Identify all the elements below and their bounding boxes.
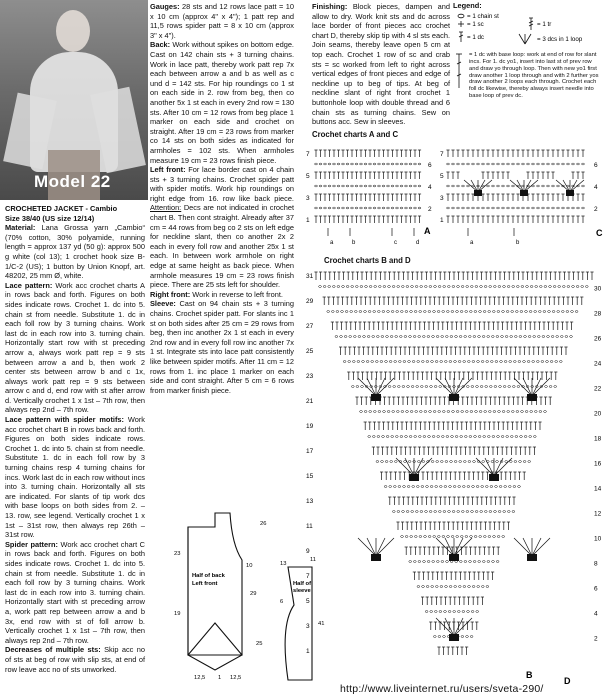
decreases-heading: Decreases of multiple sts: (5, 645, 101, 655)
legend (453, 2, 603, 122)
spider-leg (376, 378, 394, 396)
chart-b-row-num: 24 (594, 360, 602, 368)
chart-b-row-num: 7 (306, 573, 310, 580)
sleeve-text: Cast on 94 chain sts + 3 turning chains. Crochet spider patt. For slants inc 1 st on both sides after 25 cm = 29 rows from beg, then inc another 2x 1 st each in every 2nd row and in every foll row inc another 7x 1 st. Integrate sts into lace patt consistently like between spider motifs. After 11 cm = 12 rows from 1. inc place 1 marker on each side and cont straight. After 5 cm = 6 rows from marker finish piece. (150, 299, 294, 395)
spider-text: Work acc crochet chart C in rows back and forth. Figures on both sides indicate rows. Crochet 1. dc into 5. chain st from needle. Substitute 1. dc in each foll row by 3 turning chains. Work last dc in each row into 3. turning chain. Horizontally start with st preceding arrow a, work patt rep between arrow a and b 3x, end row with st of foll arrow b. Vertically crochet 1 x 1st – 7th row, then always rep 2nd – 7th row. (5, 539, 146, 645)
spider-leg (514, 538, 532, 556)
dimension-label: 29 (250, 591, 257, 597)
dimension-label: 25 (256, 641, 263, 647)
spider-heading: Spider pattern: (5, 539, 58, 549)
dimension-label: 23 (174, 551, 181, 557)
spider-leg (532, 538, 541, 556)
attention-text: Decs are not indicated in crochet chart B. Then cont straight. Already after 37 cm = 44 rows from beg co 2 sts on left edge for neckline slant, then co another 2x 2 each in every foll row and another 25x 1 st each. In between work armhole on right edge at same height as back piece. When armhole measures 19 cm = 23 rows finish piece. There are 25 sts left for shoulder. (150, 203, 294, 290)
spider-body (527, 554, 537, 561)
chart-a-row-num: 2 (428, 206, 432, 213)
back-label-2: Left front (192, 581, 218, 587)
material-heading: Material: (5, 223, 36, 233)
chart-b-row-num: 12 (594, 510, 602, 518)
chain-st-icon (458, 14, 464, 18)
spider-body (409, 474, 419, 481)
spider-body (449, 554, 459, 561)
dimension-label: 41 (318, 621, 325, 627)
legend-item-tr: = 1 tr (537, 20, 552, 28)
base-loop-icon (453, 52, 465, 92)
chart-a-row-num: 5 (306, 173, 310, 180)
chart-c-row-num: 7 (440, 151, 444, 158)
legend-title: Legend: (453, 1, 482, 10)
right-front-text: Work in reverse to left front. (192, 289, 283, 299)
chart-a-row-num: 1 (306, 217, 310, 224)
left-front-text: For lace border cast on 4 chain sts + 3 turning chains. Crochet spider patt with spider motifs. Work hip roundings on right edge from 16. row like back piece. (150, 165, 294, 203)
dimension-label: 6 (280, 599, 284, 605)
chart-b-row-num: 3 (306, 623, 310, 630)
model-label: Model 22 (34, 172, 111, 191)
chart-c-row-num: 3 (440, 195, 444, 202)
chart-b-row-num: 17 (306, 448, 314, 455)
dimension-label: 12,5 (230, 675, 242, 681)
chart-b (306, 272, 602, 655)
legend-base-loop: = 1 dc with base loop: work at end of row for slant incs. For 1. dc yo1, insert into last st of prev row and draw yo through loop. Then with new yo1 first draw another 1 loop through and with 2 further yos draw another 2 loops each through. Crochet each foll dc likewise, thereby always insert needle into base loop of prev dc. (469, 52, 599, 99)
chart-c-row-num: 6 (594, 162, 598, 169)
legend-item-dc: = 1 dc (467, 33, 485, 41)
lace-heading: Lace pattern: (5, 280, 53, 290)
chart-c-row-num: 1 (440, 217, 444, 224)
dimension-label: 11 (310, 557, 317, 563)
tip-triangle (188, 623, 242, 670)
chart-b-row-num: 20 (594, 410, 602, 418)
chart-b-row-num: 23 (306, 373, 314, 380)
dimension-label: 12,5 (194, 675, 206, 681)
chart-b-row-num: 14 (594, 485, 602, 493)
chart-a-row-num: 6 (428, 162, 432, 169)
chart-d-label: D (564, 676, 571, 686)
lace-text: Work acc crochet charts A in rows back and forth. Figures on both sides indicate rows. Crochet 1. dc into 5. chain st from needle. Substitute 1. dc in each foll row by 3 turning chains. Work last dc in each row into 3. turning chain. Horizontally start row with st preceding arrow a, always work patt rep = 9 sts between arrow a and b, then work 2 center sts between arrow b and c 1x, always work patt rep = 9 sts between arrow c and d, end row with st after arrow d. Vertically crochet 1 x 1st – 7th row, then always rep 2nd – 7th row. (5, 280, 145, 415)
gauges-heading: Gauges: (150, 2, 180, 11)
chart-c-label: C (596, 228, 603, 238)
chart-b-row-num: 19 (306, 423, 314, 430)
spider-body (449, 634, 459, 641)
spider-body (449, 394, 459, 401)
chart-b-label: B (526, 670, 533, 680)
three-dc-icon (519, 34, 531, 44)
sleeve-label-1: Half of (293, 581, 312, 587)
spider-leg (523, 538, 532, 556)
chart-c (440, 150, 598, 246)
chart-b-row-num: 2 (594, 635, 598, 643)
chart-ac-title: Crochet charts A and C (312, 130, 399, 139)
spider-body (371, 554, 381, 561)
footer-url: http://www.liveinternet.ru/users/sveta-290/ (340, 683, 544, 695)
chart-a (306, 150, 432, 246)
gauges-text: 28 sts and 12 rows lace patt = 10 x 10 cm (approx 4" x 4"); 1 patt rep and 11,5 rows spider patt = 8 x 10 cm (approx 3" x 4"). (150, 2, 294, 40)
chart-ac (306, 140, 606, 248)
decreases-text: Skip acc no of sts at beg of row with slip sts, at end of row leave acc no of sts unworked. (5, 645, 145, 674)
chart-a-row-num: 4 (428, 184, 432, 191)
schematic-dimensions (174, 521, 324, 681)
chart-b-row-num: 26 (594, 335, 602, 343)
spider-body (566, 190, 574, 196)
chart-b-row-num: 10 (594, 535, 602, 543)
finishing-heading: Finishing: (312, 2, 348, 11)
dimension-label: 13 (280, 561, 287, 567)
chart-b-row-num: 25 (306, 348, 314, 355)
attention-label: Attention: (150, 203, 182, 213)
chart-a-arrow: a (330, 240, 334, 246)
material-text: Lana Grossa yarn „Cambio“ (70% cotton, 30% polyamide, running length = approx 137 yd (50 g): approx 500 g white (col 13); 1 crochet hook size B-1/C-2 (US); 1 button by Union Knopf, art. 48202, 25 mm Ø, white. (5, 223, 145, 281)
chart-bd (306, 266, 606, 686)
legend-item-3dc: = 3 dcs in 1 loop (537, 35, 583, 43)
spider-body (489, 474, 499, 481)
spider-leg (494, 458, 503, 476)
chart-b-row-num: 4 (594, 610, 598, 618)
spider-body (520, 190, 528, 196)
chart-b-row-num: 9 (306, 548, 310, 555)
text-column-1 (5, 204, 145, 674)
spider-leg (532, 538, 550, 556)
spider-body (474, 190, 482, 196)
chart-a-row-num: 3 (306, 195, 310, 202)
right-front-heading: Right front: (150, 289, 191, 299)
spider-motif-heading: Lace pattern with spider motifs: (5, 415, 124, 425)
chart-b-row-num: 1 (306, 648, 310, 655)
size: Size 38/40 (US size 12/14) (5, 213, 95, 223)
spider-body (371, 394, 381, 401)
chart-bd-title: Crochet charts B and D (324, 256, 411, 265)
chart-b-row-num: 11 (306, 523, 313, 530)
spider-leg (514, 378, 532, 396)
chart-b-row-num: 31 (306, 273, 314, 280)
title: CROCHETED JACKET - Cambio (5, 204, 118, 213)
chart-b-row-num: 15 (306, 473, 314, 480)
chart-b-row-num: 27 (306, 323, 314, 330)
spider-body (527, 394, 537, 401)
text-column-3 (312, 2, 451, 127)
chart-b-row-num: 6 (594, 585, 598, 593)
chart-b-row-num: 30 (594, 285, 602, 293)
chart-b-row-num: 5 (306, 598, 310, 605)
chart-c-row-num: 5 (440, 173, 444, 180)
chart-a-row-num: 7 (306, 151, 310, 158)
left-front-heading: Left front: (150, 165, 186, 175)
spider-leg (454, 618, 463, 636)
text-column-2 (150, 2, 294, 395)
chart-a-arrow: c (394, 240, 397, 246)
back-heading: Back: (150, 40, 171, 50)
chart-a-label: A (424, 226, 431, 236)
chart-a-arrow: b (352, 240, 356, 246)
spider-motif-text: Work acc crochet chart B in rows back and forth. Figures on both sides indicate rows. Crochet 1. dc into 5. chain st from needle. Substitute 1. dc in each foll row by 3 turning chains resp 4 turning chains for incs. Work last dc in each row without incs into 3. turning chain. Horizontally all sts are indicated. For slants of tip work dcs with base loops on both sides from 2. – 13. row, see legend. Vertically crochet 1 x 1st – 31st row, then always rep 26th – 31st row. (5, 415, 145, 540)
chart-c-arrow: a (470, 240, 474, 246)
dimension-label: 26 (260, 521, 267, 527)
spider-leg (376, 538, 394, 556)
chart-b-row-num: 18 (594, 435, 602, 443)
back-text: Work without spikes on bottom edge. Cast on 142 chain sts + 3 turning chains. Work in lace patt, thereby work patt rep 7x each between arrow a and b as well as c und d = 142 sts. For hip roundings co 1 st on each side in 2. row from beg, then co another 5x 1 st each in every 2nd row = 130 sts. After 10 cm = 12 rows from beg place 1 marker on each side and crochet on straight. After 19 cm = 23 rows from marker co 14 sts on both sides as indicated for armholes = 102 sts. When armholes measure 19 cm = 23 rows finish piece. (150, 40, 295, 165)
spider-leg (358, 538, 376, 556)
spider-leg (436, 618, 454, 636)
chart-b-row-num: 22 (594, 385, 602, 393)
legend-symbols (453, 10, 603, 50)
chart-b-row-num: 29 (306, 298, 314, 305)
chart-c-arrow: b (516, 240, 520, 246)
finishing-text: Block pieces, dampen and allow to dry. Work knit sts and dc across lace border of front pieces acc crochet chart D, thereby skip tip with 4 sl sts each. Join seams, thereby leave open 5 cm at top each. Crochet 1 row of sc and crab sts = sc worked from left to right across vertical edges of front pieces and edge of neckline up to beg of tips. At beg of neckline slant of right front crochet 1 buttonhole loop with double thread and 6 chain sts as turning chains. Sew on buttons acc. Sew in sleeves. (312, 2, 451, 127)
spider-leg (367, 538, 376, 556)
model-photo (0, 0, 148, 200)
sleeve-label-2: sleeve (293, 588, 311, 594)
spider-leg (454, 618, 472, 636)
dimension-label: 10 (246, 563, 253, 569)
chart-c-row-num: 2 (594, 206, 598, 213)
chart-b-row-num: 16 (594, 460, 602, 468)
spider-leg (376, 538, 385, 556)
garment-schematic (160, 505, 335, 685)
chart-b-row-num: 28 (594, 310, 602, 318)
chart-b-row-num: 8 (594, 560, 598, 568)
dimension-label: 19 (174, 611, 181, 617)
legend-item-chain: = 1 chain st (467, 12, 499, 20)
chart-b-row-num: 13 (306, 498, 314, 505)
chart-a-arrow: d (416, 240, 420, 246)
dimension-label: 1 (218, 675, 222, 681)
chart-b-row-num: 21 (306, 398, 314, 405)
spider-leg (445, 618, 454, 636)
chart-c-row-num: 4 (594, 184, 598, 191)
legend-item-sc: = 1 sc (467, 20, 484, 28)
sleeve-heading: Sleeve: (150, 299, 176, 309)
back-label-1: Half of back (192, 573, 225, 579)
